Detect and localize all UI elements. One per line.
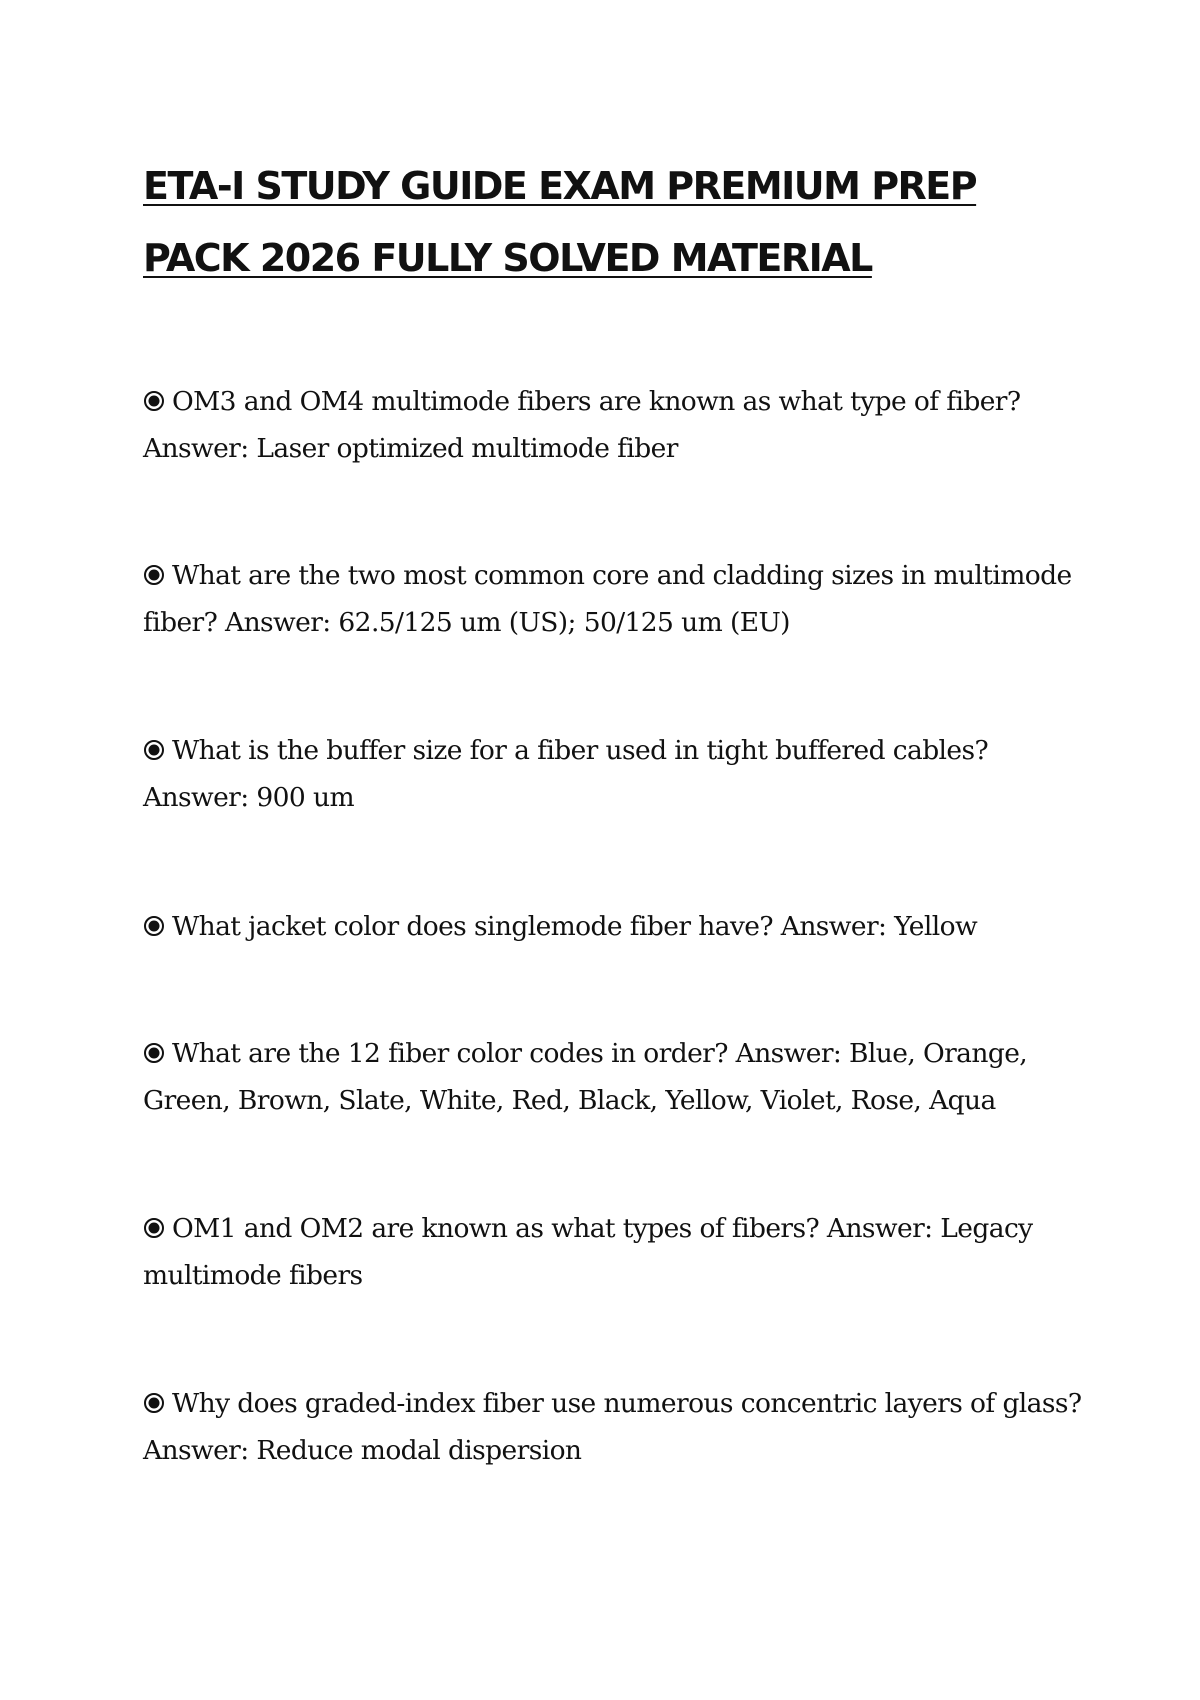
qa-item <box>143 1205 1093 1299</box>
qa-item-text: Why does graded-index fiber use numerous concentric layers of glass? Answer: Reduce modal dispersion <box>143 1388 1082 1466</box>
qa-item <box>143 1380 1093 1474</box>
document-title <box>143 150 1083 294</box>
radio-bullet-icon <box>143 390 165 412</box>
qa-item-text: What jacket color does singlemode fiber have? Answer: Yellow <box>172 911 978 942</box>
radio-bullet-icon <box>143 1217 165 1239</box>
qa-item-text: What are the two most common core and cladding sizes in multimode fiber? Answer: 62.5/125 um (US); 50/125 um (EU) <box>143 560 1072 638</box>
qa-item <box>143 552 1093 646</box>
qa-item <box>143 378 1093 472</box>
qa-item <box>143 1030 1093 1124</box>
qa-item-text: What is the buffer size for a fiber used in tight buffered cables? Answer: 900 um <box>143 735 989 813</box>
radio-bullet-icon <box>143 564 165 586</box>
radio-bullet-icon <box>143 739 165 761</box>
qa-item-text: What are the 12 fiber color codes in order? Answer: Blue, Orange, Green, Brown, Slate, White, Red, Black, Yellow, Violet, Rose, Aqua <box>143 1038 1028 1116</box>
radio-bullet-icon <box>143 915 165 937</box>
qa-item-text: OM1 and OM2 are known as what types of fibers? Answer: Legacy multimode fibers <box>143 1213 1033 1291</box>
radio-bullet-icon <box>143 1042 165 1064</box>
radio-bullet-icon <box>143 1392 165 1414</box>
qa-item <box>143 903 1093 950</box>
document-title-text: ETA-I STUDY GUIDE EXAM PREMIUM PREP PACK 2026 FULLY SOLVED MATERIAL <box>143 164 977 280</box>
qa-item-text: OM3 and OM4 multimode fibers are known as what type of fiber? Answer: Laser optimized multimode fiber <box>143 386 1021 464</box>
qa-item <box>143 727 1093 821</box>
